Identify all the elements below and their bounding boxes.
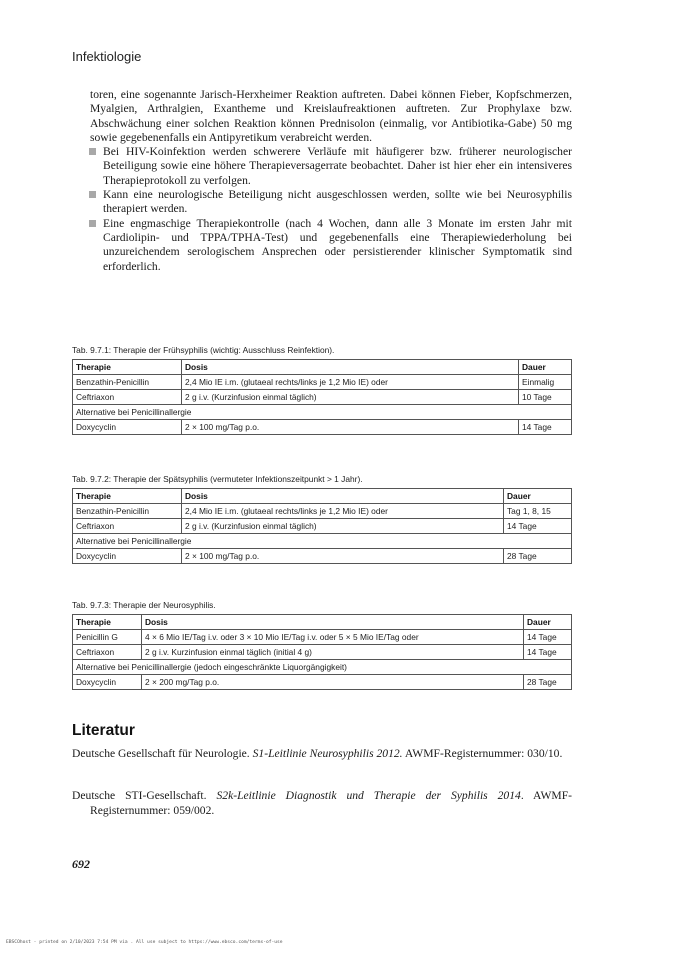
- table-cell: Ceftriaxon: [73, 390, 182, 405]
- table-row: [73, 549, 572, 564]
- table-cell: Ceftriaxon: [73, 519, 182, 534]
- table-block-neurosyphilis: [72, 600, 572, 690]
- table-cell: 14 Tage: [524, 630, 572, 645]
- table-cell: 2 × 100 mg/Tag p.o.: [182, 420, 519, 435]
- therapy-table: [72, 614, 572, 690]
- table-cell: Tag 1, 8, 15: [504, 504, 572, 519]
- alternative-label: Alternative bei Penicillinallergie: [73, 534, 572, 549]
- table-row: [73, 390, 572, 405]
- table-cell: Einmalig: [519, 375, 572, 390]
- table-row: [73, 504, 572, 519]
- alternative-label: Alternative bei Penicillinallergie: [73, 405, 572, 420]
- column-header-dosis: Dosis: [142, 615, 524, 630]
- therapy-table: [72, 488, 572, 564]
- table-cell: Benzathin-Penicillin: [73, 504, 182, 519]
- table-cell: Doxycyclin: [73, 549, 182, 564]
- literatur-heading: Literatur: [72, 722, 135, 739]
- table-cell: 2 × 200 mg/Tag p.o.: [142, 675, 524, 690]
- column-header-dosis: Dosis: [182, 360, 519, 375]
- table-cell: Doxycyclin: [73, 675, 142, 690]
- table-header-row: [73, 489, 572, 504]
- table-cell: Benzathin-Penicillin: [73, 375, 182, 390]
- table-cell: 2 g i.v. (Kurzinfusion einmal täglich): [182, 390, 519, 405]
- reference-title: S2k-Leitlinie Diagnostik und Therapie der Syphilis 2014: [216, 789, 521, 802]
- reference-entry: [72, 788, 572, 818]
- column-header-dosis: Dosis: [182, 489, 504, 504]
- table-cell: 10 Tage: [519, 390, 572, 405]
- bullet-item: Kann eine neurologische Beteiligung nicht ausgeschlossen werden, sollte wie bei Neurosyphilis therapiert werden.: [90, 188, 572, 217]
- table-header-row: [73, 360, 572, 375]
- table-section-row: [73, 405, 572, 420]
- alternative-label: Alternative bei Penicillinallergie (jedoch eingeschränkte Liquorgängigkeit): [73, 660, 572, 675]
- reference-author: Deutsche Gesellschaft für Neurologie.: [72, 747, 253, 760]
- reference-author: Deutsche STI-Gesellschaft.: [72, 789, 217, 802]
- table-section-row: [73, 660, 572, 675]
- bullet-list: [90, 145, 572, 274]
- page-number: 692: [72, 857, 90, 871]
- table-block-spaetsyphilis: [72, 474, 572, 564]
- table-row: [73, 630, 572, 645]
- bullet-item: Eine engmaschige Therapiekontrolle (nach 4 Wochen, dann alle 3 Monate im ersten Jahr mit Cardiolipin- und TPPA/TPHA-Test) und gegebenenfalls eine Therapiewiederholung bei unzureichendem serologischem Ansprechen oder persistierender klinischer Symptomatik sind erforderlich.: [90, 217, 572, 274]
- print-footer: EBSCOhost - printed on 2/10/2023 7:54 PM via . All use subject to https://www.ebsco.com/terms-of-use: [6, 940, 283, 945]
- table-row: [73, 519, 572, 534]
- table-cell: 2 × 100 mg/Tag p.o.: [182, 549, 504, 564]
- column-header-therapie: Therapie: [73, 615, 142, 630]
- table-cell: 2 g i.v. (Kurzinfusion einmal täglich): [182, 519, 504, 534]
- table-cell: 28 Tage: [504, 549, 572, 564]
- table-row: [73, 645, 572, 660]
- table-cell: 14 Tage: [524, 645, 572, 660]
- table-caption: Tab. 9.7.1: Therapie der Frühsyphilis (wichtig: Ausschluss Reinfektion).: [72, 345, 335, 355]
- column-header-dauer: Dauer: [519, 360, 572, 375]
- bullet-item: Bei HIV-Koinfektion werden schwerere Verläufe mit häufigerer bzw. früherer neurologischer Beteiligung sowie eine höhere Therapieversagerrate beobachtet. Daher ist hier eher ein intensiveres Therapieprotokoll zu verfolgen.: [90, 145, 572, 188]
- reference-registry: AWMF-Registernummer: 030/10.: [402, 747, 563, 760]
- therapy-table: [72, 359, 572, 435]
- table-cell: Ceftriaxon: [73, 645, 142, 660]
- table-cell: 4 × 6 Mio IE/Tag i.v. oder 3 × 10 Mio IE/Tag i.v. oder 5 × 5 Mio IE/Tag oder: [142, 630, 524, 645]
- table-cell: 2 g i.v. Kurzinfusion einmal täglich (initial 4 g): [142, 645, 524, 660]
- table-row: [73, 675, 572, 690]
- table-cell: Doxycyclin: [73, 420, 182, 435]
- column-header-dauer: Dauer: [524, 615, 572, 630]
- body-text: [90, 88, 572, 274]
- table-cell: 2,4 Mio IE i.m. (glutaeal rechts/links je 1,2 Mio IE) oder: [182, 375, 519, 390]
- table-cell: Penicillin G: [73, 630, 142, 645]
- table-row: [73, 420, 572, 435]
- table-block-fruehsyphilis: [72, 345, 572, 435]
- reference-registry: . AWMF-Registernummer: 059/002.: [90, 789, 573, 817]
- table-cell: 14 Tage: [519, 420, 572, 435]
- table-header-row: [73, 615, 572, 630]
- table-caption: Tab. 9.7.2: Therapie der Spätsyphilis (vermuteter Infektionszeitpunkt > 1 Jahr).: [72, 474, 363, 484]
- continuation-paragraph: toren, eine sogenannte Jarisch-Herxheimer Reaktion auftreten. Dabei können Fieber, Kopfschmerzen, Myalgien, Arthralgien, Exantheme und Kreislaufreaktionen auftreten. Zur Prophylaxe bzw. Abschwächung einer solchen Reaktion können Prednisolon (einmalig, vor Antibiotika-Gabe) 50 mg sowie gegebenenfalls ein Antipyretikum verabreicht werden.: [90, 88, 572, 144]
- table-cell: 2,4 Mio IE i.m. (glutaeal rechts/links je 1,2 Mio IE) oder: [182, 504, 504, 519]
- table-caption: Tab. 9.7.3: Therapie der Neurosyphilis.: [72, 600, 216, 610]
- column-header-therapie: Therapie: [73, 360, 182, 375]
- column-header-dauer: Dauer: [504, 489, 572, 504]
- table-row: [73, 375, 572, 390]
- table-cell: 14 Tage: [504, 519, 572, 534]
- reference-title: S1-Leitlinie Neurosyphilis 2012.: [252, 747, 403, 760]
- column-header-therapie: Therapie: [73, 489, 182, 504]
- table-section-row: [73, 534, 572, 549]
- reference-entry: [72, 746, 572, 761]
- table-cell: 28 Tage: [524, 675, 572, 690]
- running-header: Infektiologie: [72, 49, 142, 64]
